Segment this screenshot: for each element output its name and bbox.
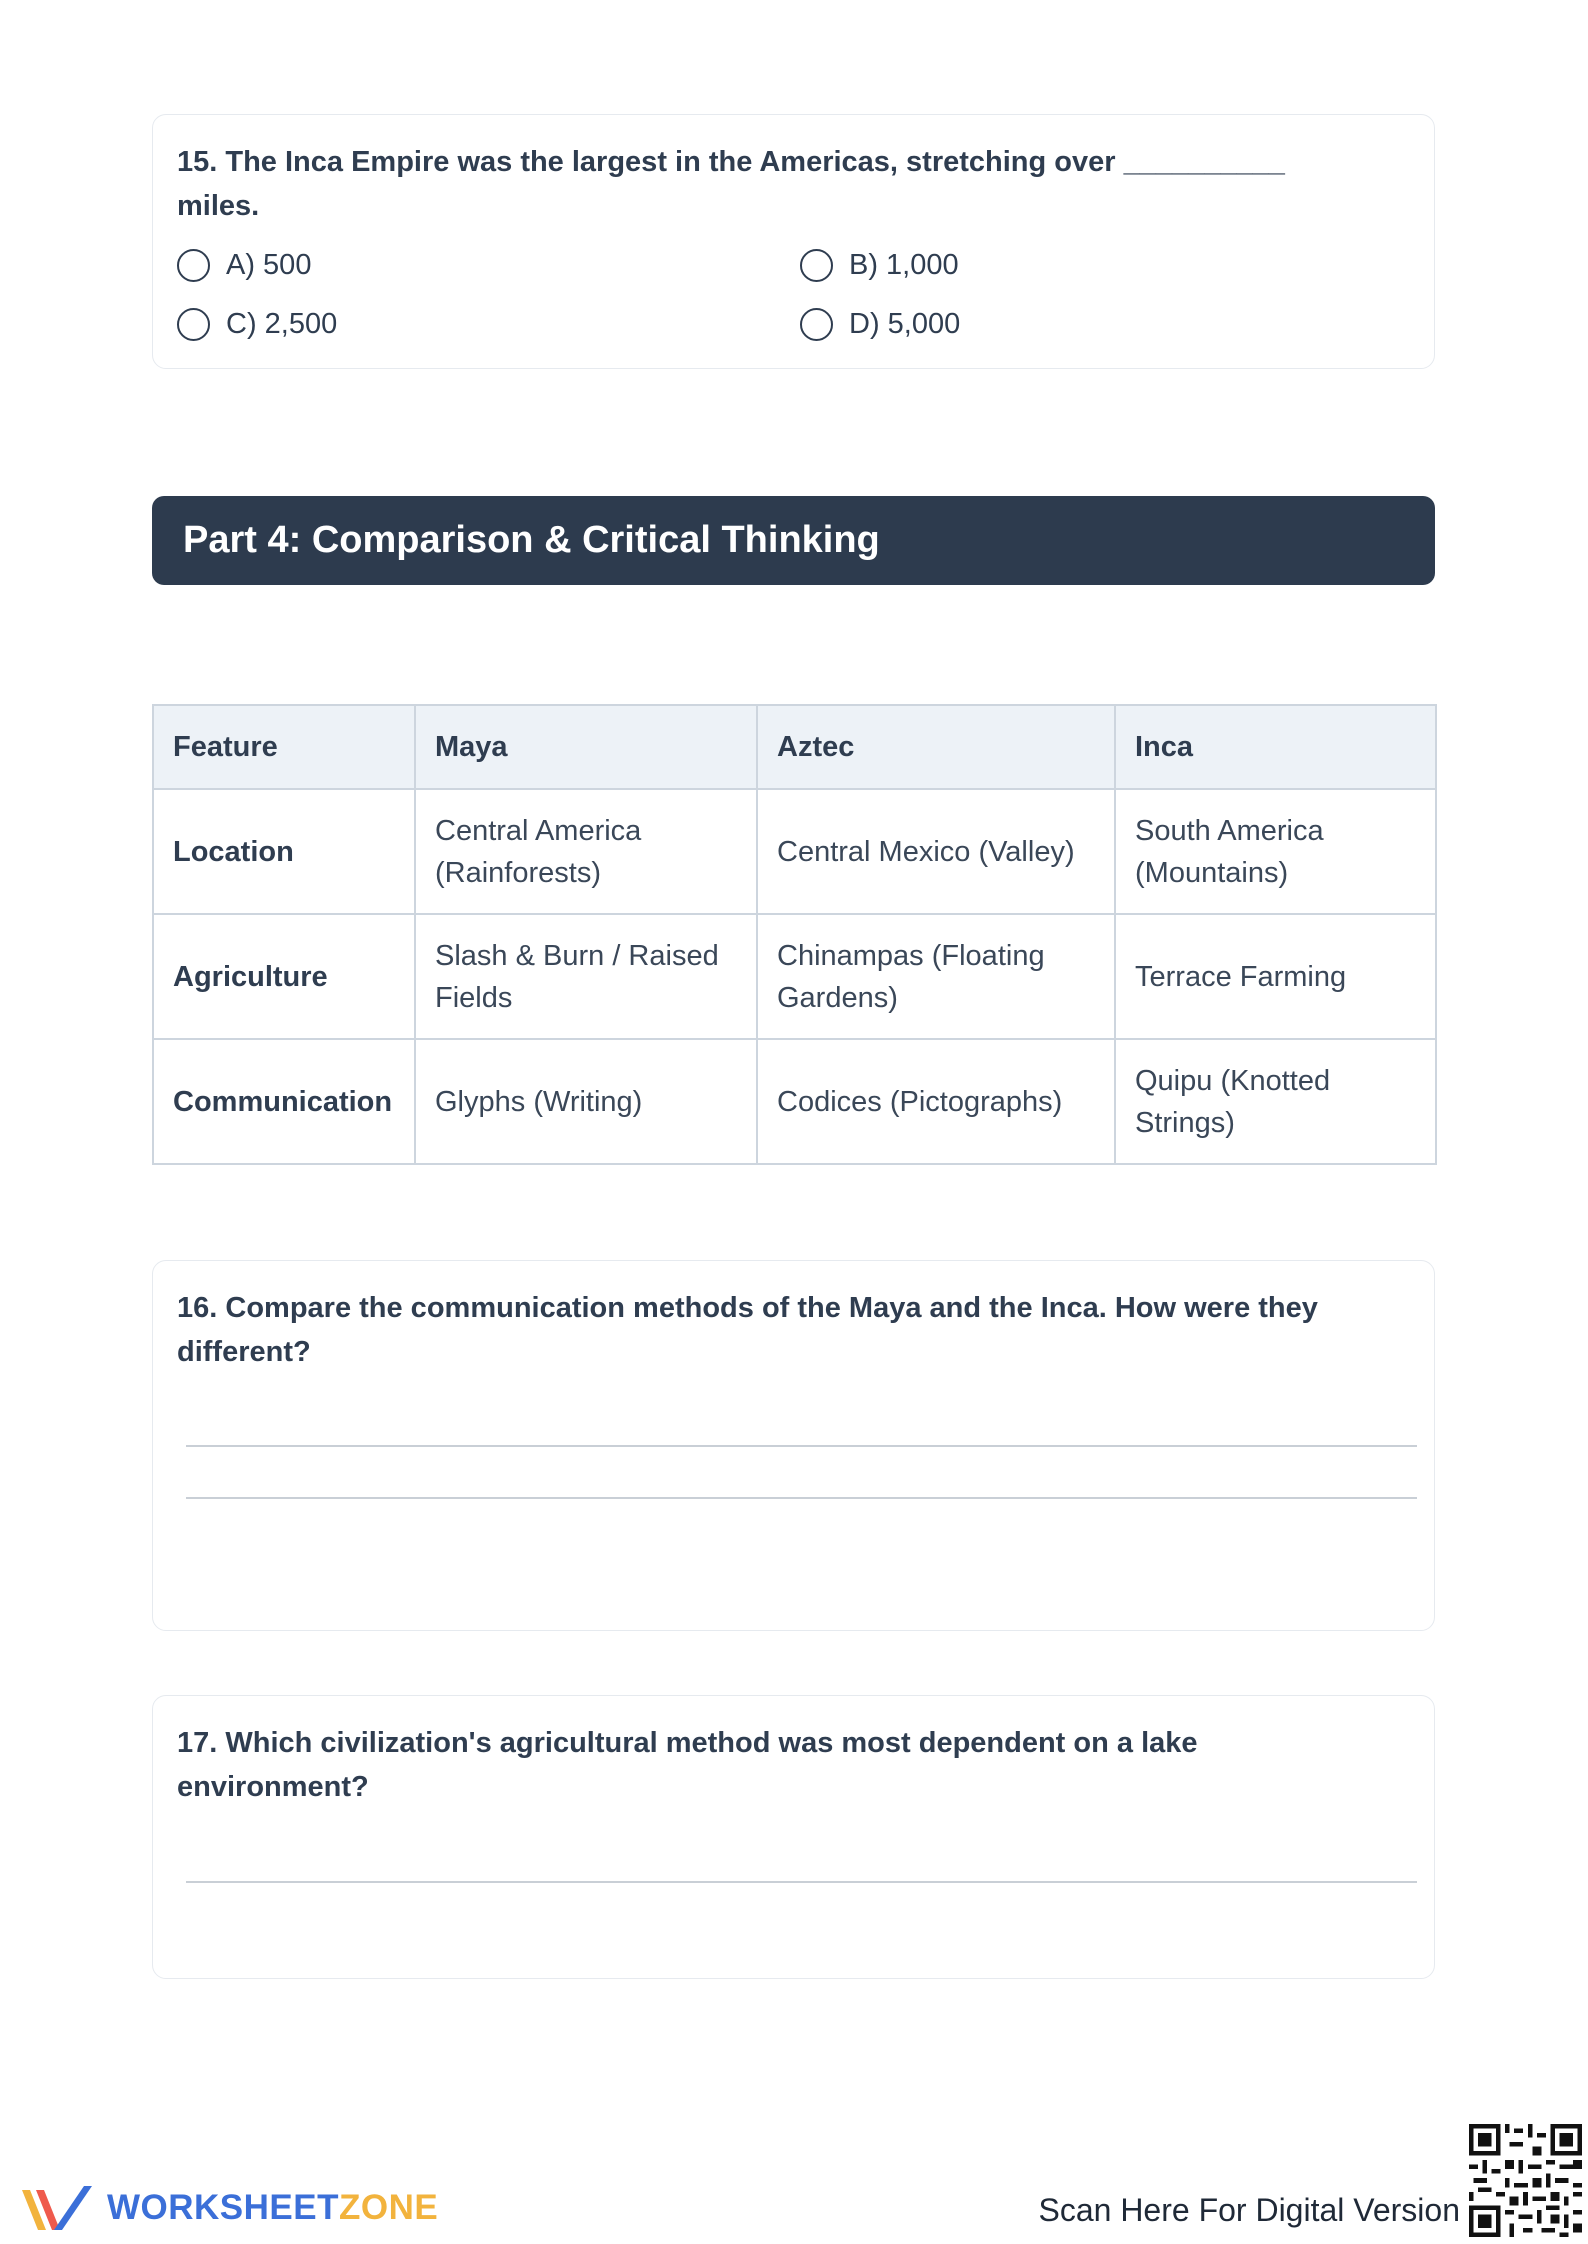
- question-15-card: [152, 114, 1435, 369]
- table-cell: Central Mexico (Valley): [757, 789, 1115, 914]
- answer-line[interactable]: [186, 1881, 1417, 1883]
- table-header: Feature: [153, 705, 415, 789]
- option-d-label: D) 5,000: [849, 308, 961, 340]
- option-c-label: C) 2,500: [226, 308, 338, 340]
- table-cell: Quipu (Knotted Strings): [1115, 1039, 1436, 1164]
- option-b-label: B) 1,000: [849, 249, 959, 281]
- table-cell: Codices (Pictographs): [757, 1039, 1115, 1164]
- table-header-row: [153, 705, 1436, 789]
- question-15-text: 15. The Inca Empire was the largest in the Americas, stretching over __________ miles.: [177, 146, 1285, 222]
- answer-line[interactable]: [186, 1497, 1417, 1499]
- option-b[interactable]: [800, 249, 959, 282]
- radio-button[interactable]: [177, 308, 210, 341]
- table-row-label: Location: [153, 789, 415, 914]
- question-16-card: [152, 1260, 1435, 1631]
- brand-name-part2: ZONE: [339, 2188, 439, 2227]
- qr-code-icon[interactable]: [1469, 2124, 1582, 2237]
- worksheetzone-logo-icon: [18, 2180, 96, 2236]
- table-header: Inca: [1115, 705, 1436, 789]
- scan-text: Scan Here For Digital Version: [1038, 2192, 1460, 2228]
- table-row: [153, 789, 1436, 914]
- table-row-label: Communication: [153, 1039, 415, 1164]
- section-title: Part 4: Comparison & Critical Thinking: [183, 519, 880, 561]
- option-a[interactable]: [177, 249, 311, 282]
- table-cell: South America (Mountains): [1115, 789, 1436, 914]
- question-16-text: 16. Compare the communication methods of the Maya and the Inca. How were they different?: [177, 1292, 1318, 1368]
- table-row: [153, 1039, 1436, 1164]
- radio-button[interactable]: [800, 249, 833, 282]
- option-c[interactable]: [177, 308, 337, 341]
- table-cell: Chinampas (Floating Gardens): [757, 914, 1115, 1039]
- question-17-card: [152, 1695, 1435, 1979]
- brand-name-part1: WORKSHEET: [107, 2188, 339, 2227]
- table-cell: Central America (Rainforests): [415, 789, 757, 914]
- question-17-text: 17. Which civilization's agricultural method was most dependent on a lake environment?: [177, 1727, 1198, 1803]
- comparison-table: [152, 704, 1437, 1165]
- table-cell: Slash & Burn / Raised Fields: [415, 914, 757, 1039]
- radio-button[interactable]: [800, 308, 833, 341]
- option-a-label: A) 500: [226, 249, 312, 281]
- table-cell: Terrace Farming: [1115, 914, 1436, 1039]
- table-row: [153, 914, 1436, 1039]
- brand-name: [107, 2186, 438, 2230]
- table-header: Aztec: [757, 705, 1115, 789]
- table-row-label: Agriculture: [153, 914, 415, 1039]
- option-d[interactable]: [800, 308, 960, 341]
- answer-line[interactable]: [186, 1445, 1417, 1447]
- table-header: Maya: [415, 705, 757, 789]
- table-cell: Glyphs (Writing): [415, 1039, 757, 1164]
- section-banner: [152, 496, 1435, 585]
- radio-button[interactable]: [177, 249, 210, 282]
